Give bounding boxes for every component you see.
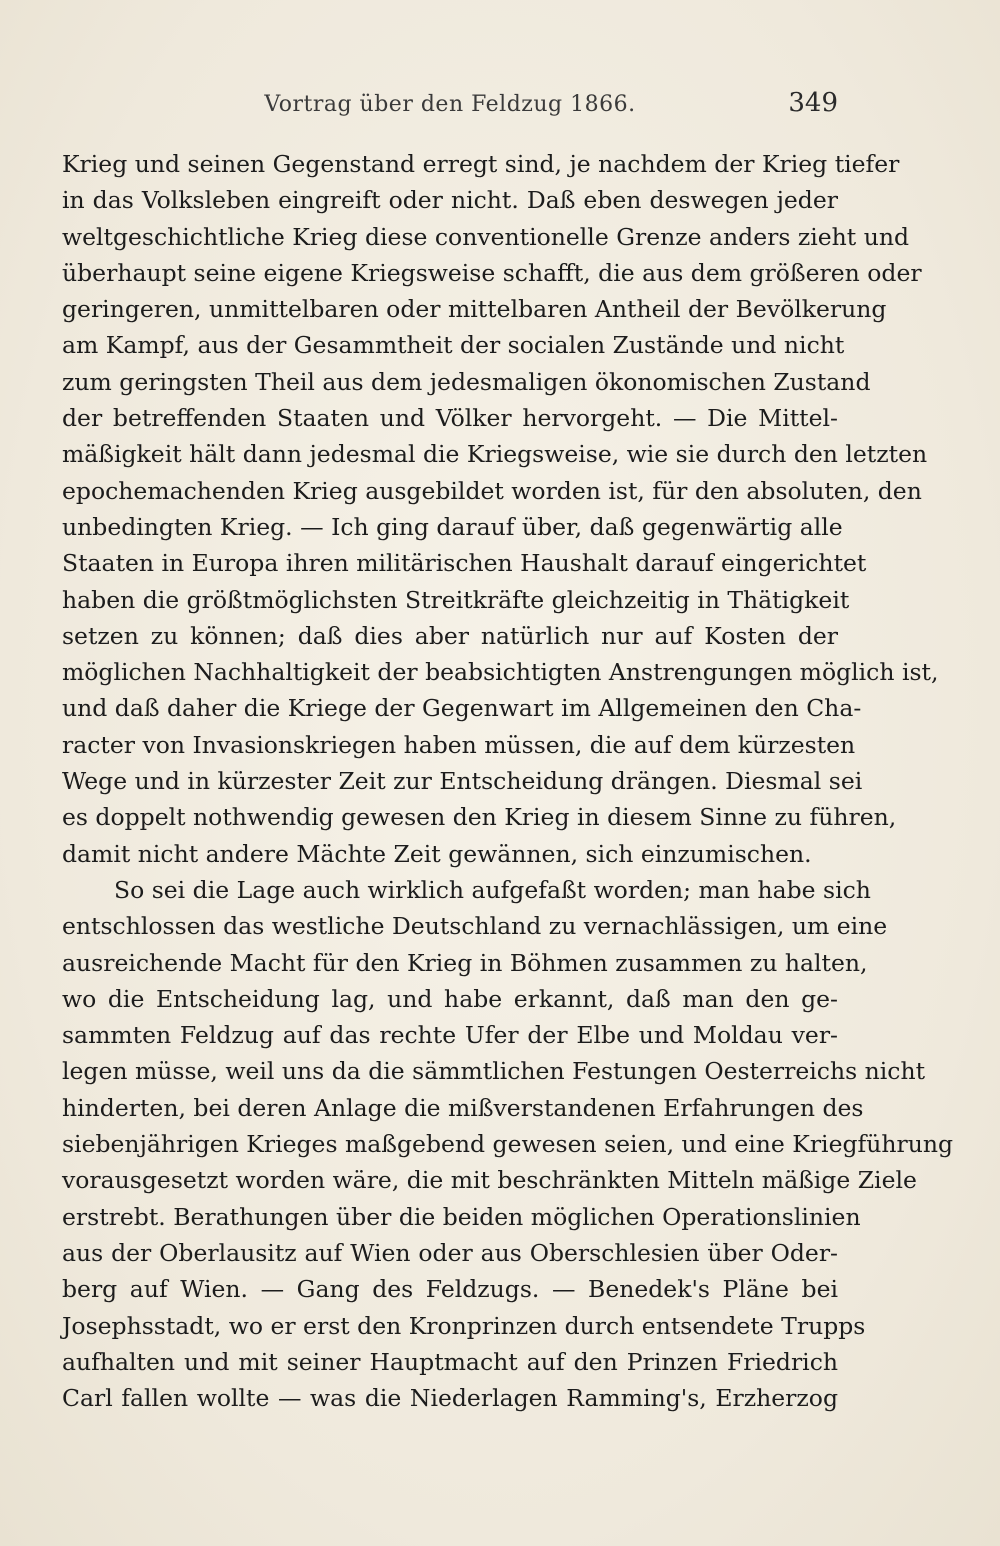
page-header (62, 88, 838, 128)
text-line: Carl fallen wollte — was die Niederlagen Ramming's, Erzherzog (62, 1384, 838, 1413)
text-line: weltgeschichtliche Krieg diese conventionelle Grenze anders zieht und (62, 222, 910, 251)
paragraph-end-line: damit nicht andere Mächte Zeit gewännen, sich einzumischen. (62, 839, 812, 868)
text-line: Krieg und seinen Gegenstand erregt sind, je nachdem der Krieg tiefer (62, 150, 900, 178)
text-line: der betreffenden Staaten und Völker hervorgeht. — Die Mittel- (62, 404, 838, 433)
text-line: wo die Entscheidung lag, und habe erkannt, daß man den ge- (62, 984, 838, 1013)
text-line: mäßigkeit hält dann jedesmal die Kriegsweise, wie sie durch den letzten (62, 440, 928, 469)
text-line: geringeren, unmittelbaren oder mittelbaren Antheil der Bevölkerung (62, 295, 887, 324)
text-line: entschlossen das westliche Deutschland zu vernachlässigen, um eine (62, 912, 888, 941)
text-line: am Kampf, aus der Gesammtheit der socialen Zustände und nicht (62, 331, 845, 360)
body-text (62, 146, 954, 1416)
text-line: legen müsse, weil uns da die sämmtlichen Festungen Oesterreichs nicht (62, 1057, 926, 1086)
text-line: vorausgesetzt worden wäre, die mit beschränkten Mitteln mäßige Ziele (62, 1166, 917, 1195)
text-line: aus der Oberlausitz auf Wien oder aus Oberschlesien über Oder- (62, 1238, 838, 1267)
page-number: 349 (788, 88, 838, 118)
text-line: erstrebt. Berathungen über die beiden möglichen Operationslinien (62, 1202, 861, 1231)
running-title: Vortrag über den Feldzug 1866. (264, 92, 636, 117)
text-line: Josephsstadt, wo er erst den Kronprinzen durch entsendete Trupps (62, 1311, 866, 1340)
text-line: siebenjährigen Krieges maßgebend gewesen seien, und eine Kriegführung (62, 1130, 954, 1159)
text-line: Wege und in kürzester Zeit zur Entscheidung drängen. Diesmal sei (62, 767, 863, 796)
text-line: es doppelt nothwendig gewesen den Krieg in diesem Sinne zu führen, (62, 803, 897, 832)
text-line: sammten Feldzug auf das rechte Ufer der Elbe und Moldau ver- (62, 1021, 838, 1050)
text-line: setzen zu können; daß dies aber natürlich nur auf Kosten der (62, 621, 838, 650)
text-line: möglichen Nachhaltigkeit der beabsichtigten Anstrengungen möglich ist, (62, 658, 939, 687)
paragraph-start-line: So sei die Lage auch wirklich aufgefaßt worden; man habe sich (114, 875, 871, 904)
text-line: ausreichende Macht für den Krieg in Böhmen zusammen zu halten, (62, 948, 868, 977)
text-line: überhaupt seine eigene Kriegsweise schafft, die aus dem größeren oder (62, 258, 922, 287)
text-line: und daß daher die Kriege der Gegenwart im Allgemeinen den Cha- (62, 694, 862, 723)
text-line: in das Volksleben eingreift oder nicht. Daß eben deswegen jeder (62, 186, 838, 215)
text-line: aufhalten und mit seiner Hauptmacht auf den Prinzen Friedrich (62, 1347, 838, 1376)
text-line: haben die größtmöglichsten Streitkräfte gleichzeitig in Thätigkeit (62, 585, 850, 614)
text-line: epochemachenden Krieg ausgebildet worden ist, für den absoluten, den (62, 476, 922, 505)
text-line: Staaten in Europa ihren militärischen Haushalt darauf eingerichtet (62, 549, 867, 578)
text-line: racter von Invasionskriegen haben müssen, die auf dem kürzesten (62, 730, 856, 759)
text-line: berg auf Wien. — Gang des Feldzugs. — Benedek's Pläne bei (62, 1275, 838, 1304)
text-line: hinderten, bei deren Anlage die mißverstandenen Erfahrungen des (62, 1093, 864, 1122)
text-line: zum geringsten Theil aus dem jedesmaligen ökonomischen Zustand (62, 367, 871, 396)
text-line: unbedingten Krieg. — Ich ging darauf über, daß gegenwärtig alle (62, 512, 843, 541)
